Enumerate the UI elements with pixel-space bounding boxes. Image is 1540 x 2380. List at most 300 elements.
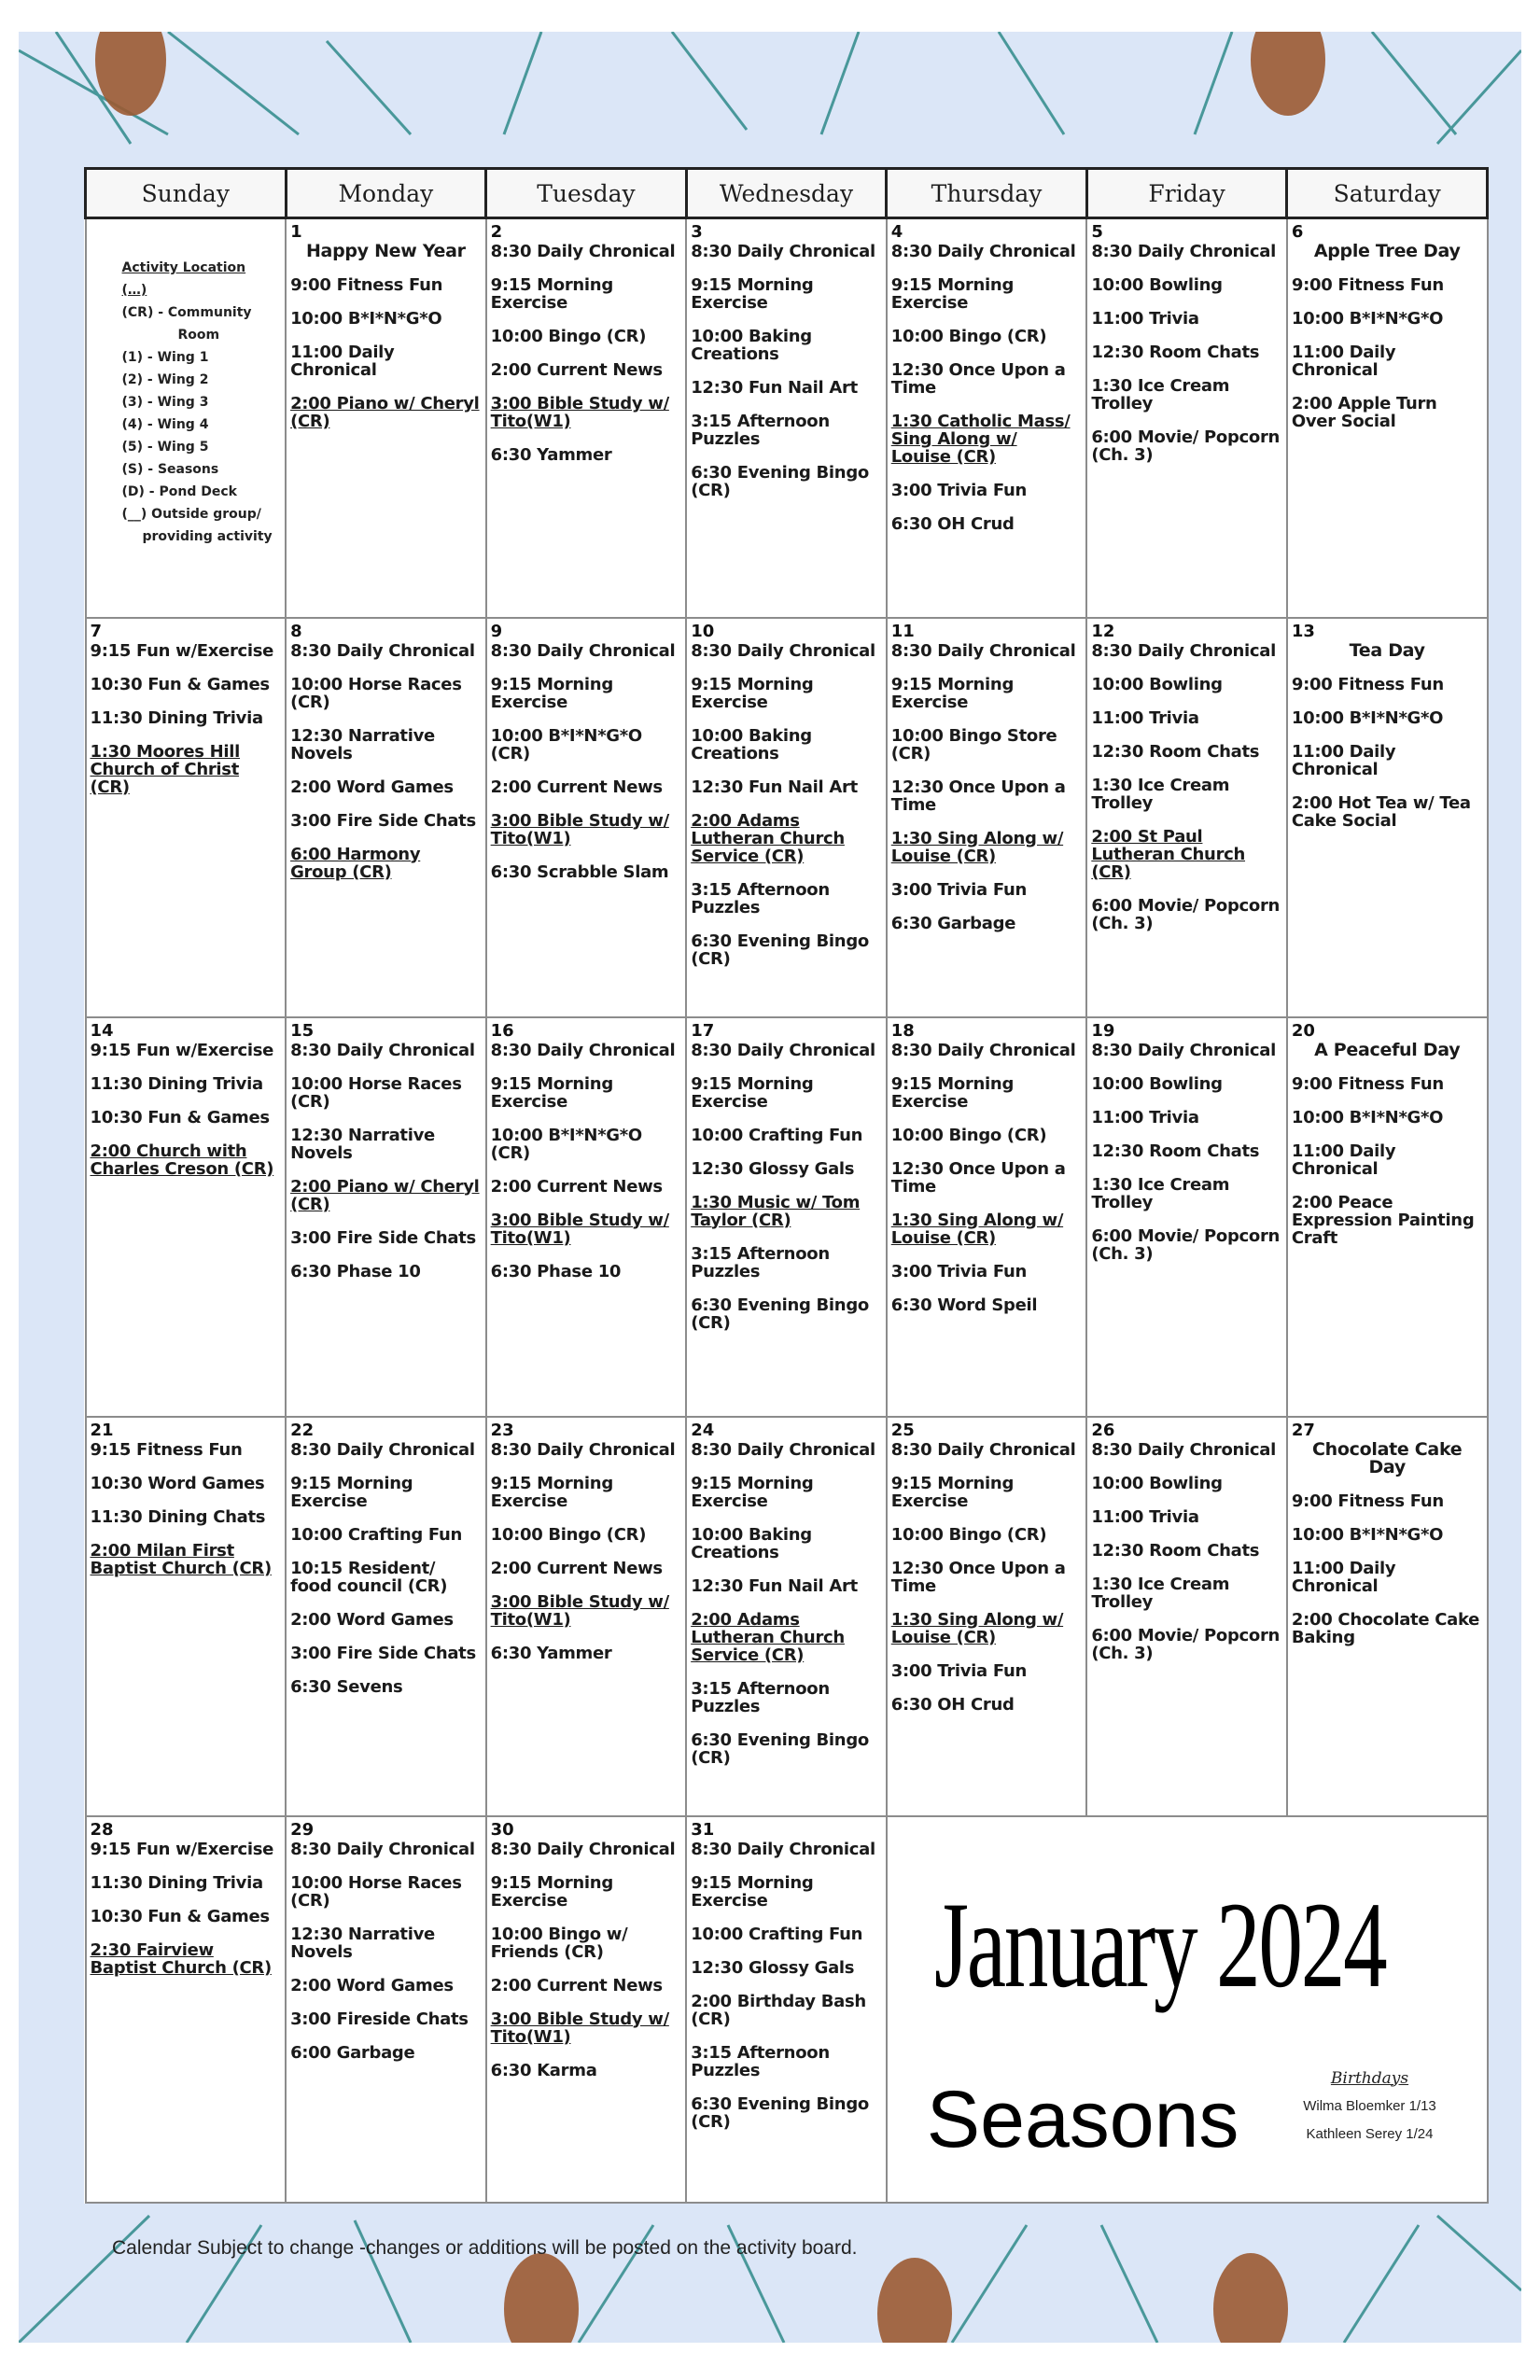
event-item: 10:00 B*I*N*G*O [1291, 1524, 1444, 1545]
event-text: 1:30 Sing Along w/ Louise (CR) [890, 828, 1064, 866]
birthday-item: Kathleen Serey 1/24 [1306, 2125, 1434, 2142]
day-theme: Tea Day [1349, 639, 1425, 661]
event-item: 9:15 Morning Exercise [490, 1073, 613, 1112]
event-item: 6:30 Evening Bingo (CR) [691, 463, 869, 500]
event-item: 8:30 Daily Chronical [490, 640, 676, 661]
event-item: 3:00 Trivia Fun [890, 1660, 1027, 1681]
event-item: 12:30 Glossy Gals [691, 1957, 855, 1978]
facility-name: Seasons [926, 2074, 1239, 2164]
day-cell [887, 218, 1087, 618]
day-number: 9 [490, 621, 503, 641]
event-list [487, 1042, 686, 1281]
day-cell [1287, 218, 1488, 618]
event-text: 1:30 Sing Along w/ Louise (CR) [890, 1609, 1064, 1647]
day-number: 14 [90, 1020, 114, 1041]
event-item: 12:30 Once Upon a Time [890, 360, 1066, 398]
event-list [1087, 1441, 1286, 1662]
event-item: 2:00 Current News [490, 777, 663, 797]
event-item: 1:30 Ice Cream Trolley [1091, 1174, 1230, 1212]
legend-item: (1) - Wing 1 [121, 350, 209, 365]
header-wednesday: Wednesday [686, 169, 887, 218]
event-item: 8:30 Daily Chronical [890, 242, 1076, 261]
event-item: 6:30 Evening Bingo (CR) [691, 931, 869, 969]
event-item: 2:00 Hot Tea w/ Tea Cake Social [1291, 792, 1471, 831]
event-item: 9:15 Morning Exercise [890, 674, 1015, 712]
legend-cell [86, 218, 287, 618]
event-item: 2:00 Word Games [290, 777, 454, 797]
legend-item: (D) - Pond Deck [121, 484, 237, 499]
event-item [91, 1941, 282, 1977]
event-item [290, 1178, 482, 1213]
event-item: 11:00 Trivia [1091, 1107, 1199, 1127]
day-cell [286, 218, 486, 618]
event-item [691, 1194, 882, 1229]
day-cell [286, 618, 486, 1017]
day-number: 5 [1091, 222, 1103, 242]
legend-item: (S) - Seasons [121, 462, 219, 477]
day-cell [86, 1017, 287, 1417]
event-item: 3:00 Fireside Chats [290, 2009, 469, 2029]
event-item [891, 830, 1083, 865]
day-number: 21 [90, 1420, 114, 1440]
day-cell [286, 1017, 486, 1417]
day-number: 13 [1291, 621, 1315, 641]
event-text: 1:30 Catholic Mass/ Sing Along w/ Louise (CR) [890, 412, 1071, 467]
month-title: January 2024 [933, 1875, 1386, 2013]
header-thursday: Thursday [887, 169, 1087, 218]
event-item: 11:00 Trivia [1091, 707, 1199, 728]
day-number: 8 [290, 621, 302, 641]
event-list [1288, 1438, 1487, 1647]
event-text: 2:30 Fairview Baptist Church (CR) [90, 1939, 272, 1978]
event-item: 12:30 Glossy Gals [691, 1158, 855, 1179]
day-cell [286, 1417, 486, 1816]
day-cell [486, 1017, 687, 1417]
event-item: 10:00 Horse Races (CR) [290, 1872, 462, 1911]
event-item: 12:30 Fun Nail Art [691, 378, 858, 398]
legend-item: (…) [121, 283, 147, 298]
event-item: 3:15 Afternoon Puzzles [691, 1678, 830, 1716]
event-item: 10:00 Baking Creations [691, 1524, 812, 1562]
event-item: 10:00 B*I*N*G*O (CR) [490, 1125, 642, 1163]
day-cell [86, 1417, 287, 1816]
event-text: 2:00 Piano w/ Cheryl (CR) [290, 1176, 480, 1214]
event-list [87, 642, 286, 796]
event-item: 6:30 OH Crud [890, 1694, 1015, 1715]
day-cell [887, 618, 1087, 1017]
event-text: 1:30 Sing Along w/ Louise (CR) [890, 1210, 1064, 1248]
event-item: 3:00 Fire Side Chats [290, 1227, 476, 1248]
event-text: 2:00 St Paul Lutheran Church (CR) [1091, 826, 1246, 882]
event-list [888, 642, 1086, 932]
day-cell [86, 618, 287, 1017]
day-number: 18 [890, 1020, 915, 1041]
event-list [87, 1841, 286, 1977]
event-item: 6:30 Word Speil [890, 1295, 1038, 1315]
event-item: 6:30 Phase 10 [290, 1261, 421, 1281]
event-item: 10:00 Bingo Store (CR) [890, 725, 1057, 763]
day-number: 1 [290, 222, 302, 242]
event-item: 10:00 B*I*N*G*O [290, 309, 442, 329]
event-item: 3:15 Afternoon Puzzles [691, 1243, 830, 1281]
event-item: 8:30 Daily Chronical [890, 1040, 1076, 1060]
weekday-header-row [86, 169, 1488, 218]
event-item: 1:30 Ice Cream Trolley [1091, 1574, 1230, 1612]
legend-item: (5) - Wing 5 [121, 440, 209, 455]
event-item: 8:30 Daily Chronical [691, 640, 875, 661]
day-cell [686, 218, 887, 618]
event-item: 11:00 Daily Chronical [1291, 343, 1396, 380]
event-item: 8:30 Daily Chronical [1091, 242, 1277, 261]
day-number: 23 [490, 1420, 514, 1440]
activity-location-legend [87, 219, 286, 548]
event-list [287, 1441, 485, 1696]
legend-title: Activity Location [121, 260, 246, 275]
event-item: 6:30 Sevens [290, 1676, 403, 1697]
event-item: 12:30 Room Chats [1091, 343, 1260, 362]
day-number: 17 [691, 1020, 715, 1041]
day-number: 25 [890, 1420, 915, 1440]
week-row [86, 618, 1488, 1017]
event-item: 8:30 Daily Chronical [691, 1439, 875, 1460]
event-item: 9:15 Fitness Fun [90, 1439, 243, 1460]
event-text: 3:00 Bible Study w/ Tito(W1) [490, 810, 669, 848]
event-item: 10:30 Fun & Games [90, 1107, 270, 1127]
event-item: 9:00 Fitness Fun [1291, 1073, 1444, 1094]
calendar-grid [84, 167, 1489, 2204]
event-item: 9:15 Fun w/Exercise [90, 640, 274, 661]
day-cell [686, 1017, 887, 1417]
event-item: 8:30 Daily Chronical [290, 1040, 475, 1060]
event-item: 8:30 Daily Chronical [490, 1040, 676, 1060]
day-cell [1086, 618, 1287, 1017]
event-item: 8:30 Daily Chronical [890, 1439, 1076, 1460]
event-item [491, 812, 682, 847]
event-item: 9:15 Fun w/Exercise [90, 1839, 274, 1859]
legend-item: (3) - Wing 3 [121, 395, 209, 410]
day-number: 24 [691, 1420, 715, 1440]
day-number: 3 [691, 222, 703, 242]
day-number: 31 [691, 1819, 715, 1840]
day-cell [286, 1816, 486, 2203]
day-theme: Chocolate Cake Day [1312, 1438, 1463, 1477]
event-item: 8:30 Daily Chronical [1091, 1040, 1277, 1060]
week-row [86, 1417, 1488, 1816]
event-item: 2:00 Birthday Bash (CR) [691, 1991, 866, 2029]
day-number: 26 [1091, 1420, 1115, 1440]
day-theme: Apple Tree Day [1313, 241, 1461, 261]
event-item: 9:15 Morning Exercise [691, 674, 814, 712]
event-item: 12:30 Once Upon a Time [890, 1558, 1066, 1596]
legend-item: (CR) - Community [121, 305, 252, 320]
event-item: 9:00 Fitness Fun [290, 275, 443, 295]
event-list [287, 1042, 485, 1281]
event-item: 8:30 Daily Chronical [691, 1839, 875, 1859]
day-number: 28 [90, 1819, 114, 1840]
event-item: 10:00 Bingo (CR) [490, 327, 647, 346]
event-text: 2:00 Adams Lutheran Church Service (CR) [691, 810, 845, 866]
event-item [491, 2010, 682, 2046]
day-cell [1287, 1417, 1488, 1816]
day-number: 16 [490, 1020, 514, 1041]
event-item: 11:30 Dining Trivia [90, 1872, 263, 1893]
event-item: 10:00 Bingo (CR) [890, 327, 1047, 346]
event-list [487, 1841, 686, 2079]
day-cell [686, 1816, 887, 2203]
event-item: 9:15 Morning Exercise [490, 1872, 613, 1911]
event-text: 2:00 Church with Charles Creson (CR) [90, 1141, 274, 1179]
event-list [287, 1841, 485, 2062]
event-item [891, 413, 1083, 466]
header-monday: Monday [286, 169, 486, 218]
event-item: 2:00 Current News [490, 1975, 663, 1995]
legend-item: providing activity [142, 529, 273, 544]
event-item: 11:00 Daily Chronical [290, 343, 395, 380]
event-item: 8:30 Daily Chronical [490, 1839, 676, 1859]
week-row [86, 218, 1488, 618]
event-item: 6:30 Evening Bingo (CR) [691, 2093, 869, 2132]
event-list [1087, 1042, 1286, 1263]
event-item [491, 395, 682, 430]
event-item: 9:15 Morning Exercise [290, 1473, 413, 1511]
event-item: 11:30 Dining Trivia [90, 707, 263, 728]
event-item: 8:30 Daily Chronical [290, 640, 475, 661]
header-saturday: Saturday [1287, 169, 1488, 218]
event-item: 12:30 Narrative Novels [290, 1125, 435, 1163]
event-item [91, 1542, 282, 1577]
day-cell [1086, 218, 1287, 618]
event-item: 12:30 Room Chats [1091, 1141, 1260, 1161]
event-text: 2:00 Piano w/ Cheryl (CR) [290, 394, 480, 431]
event-item: 8:30 Daily Chronical [490, 1439, 676, 1460]
event-item: 11:00 Trivia [1091, 1506, 1199, 1527]
event-item: 6:30 Yammer [490, 1643, 612, 1663]
day-cell [486, 1417, 687, 1816]
event-text: 1:30 Music w/ Tom Taylor (CR) [691, 1192, 861, 1230]
event-list [1087, 642, 1286, 932]
event-list [487, 1441, 686, 1662]
event-item: 10:15 Resident/ food council (CR) [290, 1558, 448, 1596]
event-item: 11:00 Daily Chronical [1291, 741, 1396, 779]
event-list [687, 642, 886, 968]
event-item: 12:30 Narrative Novels [290, 1924, 435, 1962]
day-number: 4 [890, 222, 903, 242]
event-item: 12:30 Fun Nail Art [691, 777, 858, 797]
event-item: 11:30 Dining Chats [90, 1506, 266, 1527]
day-cell [887, 1417, 1087, 1816]
event-item: 10:00 Bowling [1091, 1073, 1223, 1094]
event-item: 10:30 Fun & Games [90, 674, 270, 694]
day-number: 11 [890, 621, 915, 641]
event-item: 1:30 Ice Cream Trolley [1091, 376, 1230, 413]
event-item: 10:00 Bingo (CR) [890, 1125, 1047, 1145]
header-sunday: Sunday [86, 169, 287, 218]
event-item: 10:00 B*I*N*G*O [1291, 309, 1444, 329]
legend-item: Room [177, 328, 220, 343]
event-item: 6:30 Evening Bingo (CR) [691, 1729, 869, 1768]
event-item: 6:30 OH Crud [890, 514, 1015, 534]
event-item: 2:00 Peace Expression Painting Craft [1291, 1192, 1475, 1248]
day-number: 10 [691, 621, 715, 641]
event-item: 12:30 Room Chats [1091, 741, 1260, 762]
day-cell [86, 1816, 287, 2203]
event-item: 2:00 Word Games [290, 1975, 454, 1995]
event-item: 6:30 Garbage [890, 913, 1016, 933]
event-item: 8:30 Daily Chronical [691, 242, 875, 261]
legend-item: (__) Outside group/ [121, 507, 261, 522]
event-item: 10:00 Bingo (CR) [490, 1524, 647, 1545]
day-number: 15 [290, 1020, 315, 1041]
event-item: 9:00 Fitness Fun [1291, 1491, 1444, 1511]
event-item: 3:15 Afternoon Puzzles [691, 879, 830, 917]
event-item: 9:00 Fitness Fun [1291, 674, 1444, 694]
birthdays-title: Birthdays [1330, 2068, 1409, 2088]
event-item: 10:00 Horse Races (CR) [290, 674, 462, 712]
event-item [91, 743, 282, 796]
event-item: 10:00 Horse Races (CR) [290, 1073, 462, 1112]
event-text: 1:30 Moores Hill Church of Christ (CR) [90, 741, 241, 797]
event-item: 6:00 Movie/ Popcorn (Ch. 3) [1091, 1625, 1281, 1663]
week-row [86, 1816, 1488, 2203]
event-item: 2:00 Current News [490, 1558, 663, 1578]
event-item: 12:30 Once Upon a Time [890, 1158, 1066, 1197]
event-item: 2:00 Current News [490, 1176, 663, 1197]
event-item: 6:30 Yammer [490, 445, 612, 465]
day-cell [486, 218, 687, 618]
event-item [91, 1142, 282, 1178]
event-item [691, 812, 882, 865]
event-item [891, 1211, 1083, 1247]
event-item: 1:30 Ice Cream Trolley [1091, 775, 1230, 813]
footer-note: Calendar Subject to change -changes or additions will be posted on the activity board. [112, 2237, 858, 2259]
event-list [287, 642, 485, 881]
event-item: 6:00 Movie/ Popcorn (Ch. 3) [1091, 895, 1281, 933]
event-item: 8:30 Daily Chronical [1091, 640, 1277, 661]
page-frame [19, 32, 1521, 2343]
event-item: 8:30 Daily Chronical [691, 1040, 875, 1060]
day-number: 2 [490, 222, 503, 242]
event-item: 11:00 Trivia [1091, 309, 1199, 329]
event-item [290, 395, 482, 430]
event-item: 9:15 Morning Exercise [890, 1473, 1015, 1511]
event-list [888, 243, 1086, 533]
event-item: 11:00 Daily Chronical [1291, 1141, 1396, 1179]
day-number: 29 [290, 1819, 315, 1840]
event-item: 9:15 Morning Exercise [490, 674, 613, 712]
event-list [487, 243, 686, 464]
day-cell [686, 1417, 887, 1816]
event-item: 2:00 Apple Turn Over Social [1291, 394, 1437, 431]
event-list [87, 1441, 286, 1577]
event-text: 2:00 Milan First Baptist Church (CR) [90, 1540, 272, 1578]
event-item: 8:30 Daily Chronical [490, 242, 676, 261]
event-item: 10:00 Crafting Fun [691, 1125, 863, 1145]
birthdays-box [1291, 2065, 1449, 2149]
day-theme: A Peaceful Day [1314, 1039, 1461, 1060]
event-item: 9:00 Fitness Fun [1291, 275, 1444, 295]
event-list [1087, 243, 1286, 464]
event-list [487, 642, 686, 881]
day-number: 7 [90, 621, 103, 641]
event-item [691, 1611, 882, 1664]
event-item: 2:00 Chocolate Cake Baking [1291, 1609, 1480, 1647]
event-item: 12:30 Once Upon a Time [890, 777, 1066, 815]
event-item: 10:00 Bowling [1091, 674, 1223, 694]
event-item: 2:00 Current News [490, 360, 663, 380]
event-item: 8:30 Daily Chronical [890, 640, 1076, 661]
day-number: 22 [290, 1420, 315, 1440]
event-item: 3:00 Trivia Fun [890, 879, 1027, 900]
event-item: 9:15 Morning Exercise [691, 1872, 814, 1911]
legend-item: (4) - Wing 4 [121, 417, 209, 432]
event-item: 10:00 Crafting Fun [290, 1524, 463, 1545]
event-item: 10:00 B*I*N*G*O [1291, 1107, 1444, 1127]
event-text: 3:00 Bible Study w/ Tito(W1) [490, 2009, 669, 2047]
event-text: 3:00 Bible Study w/ Tito(W1) [490, 1591, 669, 1630]
event-list [687, 1841, 886, 2131]
event-item: 10:00 Bowling [1091, 275, 1223, 295]
event-item: 6:30 Evening Bingo (CR) [691, 1295, 869, 1333]
week-row [86, 1017, 1488, 1417]
event-item: 3:15 Afternoon Puzzles [691, 2042, 830, 2080]
event-item: 10:30 Word Games [90, 1473, 265, 1493]
event-item: 9:15 Morning Exercise [490, 1473, 613, 1511]
event-list [888, 1042, 1086, 1314]
event-item: 3:00 Fire Side Chats [290, 810, 476, 831]
event-item: 9:15 Morning Exercise [691, 1473, 814, 1511]
event-item: 3:00 Fire Side Chats [290, 1643, 476, 1663]
birthday-item: Wilma Bloemker 1/13 [1303, 2097, 1436, 2114]
day-number: 20 [1291, 1020, 1315, 1041]
event-item: 6:00 Movie/ Popcorn (Ch. 3) [1091, 427, 1281, 465]
event-list [687, 1441, 886, 1767]
day-theme: Happy New Year [305, 241, 466, 261]
day-cell [1287, 618, 1488, 1017]
event-item: 10:00 B*I*N*G*O [1291, 707, 1444, 728]
event-item: 10:00 Bingo w/ Friends (CR) [490, 1924, 628, 1962]
event-item: 10:00 Crafting Fun [691, 1924, 863, 1944]
event-item: 2:00 Word Games [290, 1609, 454, 1630]
day-number: 27 [1291, 1420, 1315, 1440]
event-list [1288, 243, 1487, 430]
day-number: 30 [490, 1819, 514, 1840]
event-item: 8:30 Daily Chronical [290, 1439, 475, 1460]
event-item: 9:15 Morning Exercise [691, 1073, 814, 1112]
event-item: 12:30 Fun Nail Art [691, 1575, 858, 1596]
header-tuesday: Tuesday [486, 169, 687, 218]
event-item: 3:00 Trivia Fun [890, 1261, 1027, 1281]
event-item: 9:15 Morning Exercise [890, 275, 1015, 313]
day-cell [887, 1017, 1087, 1417]
day-number: 19 [1091, 1020, 1115, 1041]
event-item: 10:00 Baking Creations [691, 725, 812, 763]
header-friday: Friday [1086, 169, 1287, 218]
day-cell [486, 618, 687, 1017]
event-item [491, 1211, 682, 1247]
event-item [1091, 828, 1282, 881]
event-list [87, 1042, 286, 1178]
event-item: 9:15 Morning Exercise [890, 1073, 1015, 1112]
event-item: 6:00 Movie/ Popcorn (Ch. 3) [1091, 1225, 1281, 1264]
event-item: 12:30 Room Chats [1091, 1540, 1260, 1561]
event-item: 6:30 Karma [490, 2060, 597, 2080]
event-text: 2:00 Adams Lutheran Church Service (CR) [691, 1609, 845, 1665]
event-item [891, 1611, 1083, 1646]
event-list [687, 1042, 886, 1332]
event-item: 8:30 Daily Chronical [290, 1839, 475, 1859]
event-item: 6:00 Garbage [290, 2042, 415, 2063]
event-text: 3:00 Bible Study w/ Tito(W1) [490, 1210, 669, 1248]
